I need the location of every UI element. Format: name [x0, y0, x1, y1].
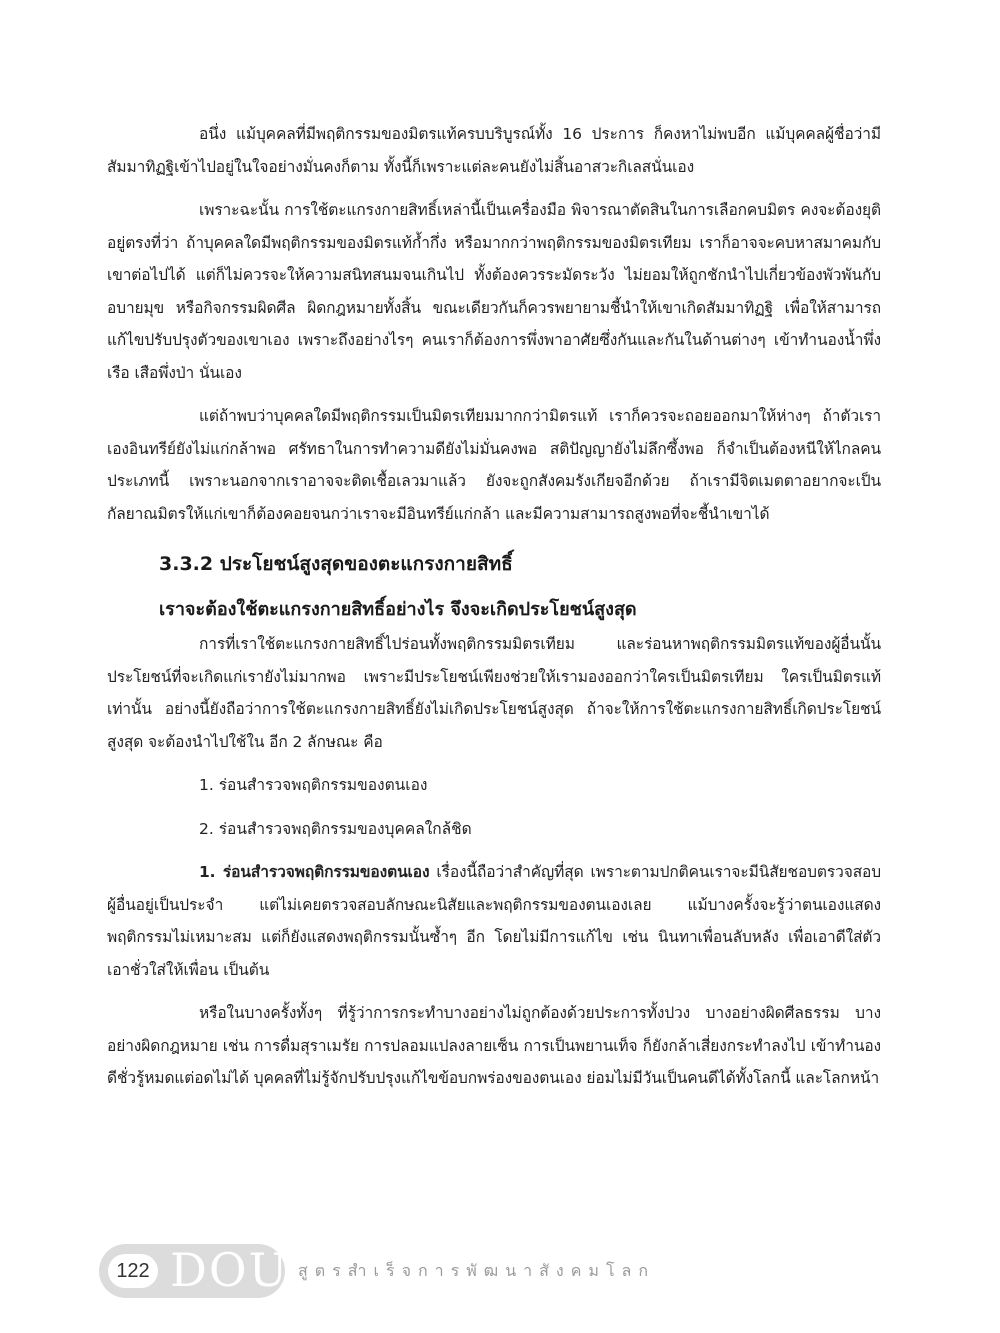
point-1-body: เรื่องนี้ถือว่าสำคัญที่สุด เพราะตามปกติคนเราจะมีนิสัยชอบตรวจสอบผู้อื่นอยู่เป็นประจำ แต่ไม่เคยตรวจสอบลักษณะนิสัยและพฤติกรรมของตนเองเลย แม้บางครั้งจะรู้ว่าตนเองแสดงพฤติกรรมไม่เหมาะสม แต่ก็ยังแสดงพฤติกรรมนั้นซ้ำๆ อีก โดยไม่มีการแก้ไข เช่น นินทาเพื่อนลับหลัง เพื่อเอาดีใส่ตัว เอาชั่วใส่ให้เพื่อน เป็นต้น — [107, 863, 881, 979]
brand-logo: DOU — [170, 1243, 290, 1297]
list-item: 2. ร่อนสำรวจพฤติกรรมของบุคคลใกล้ชิด — [199, 819, 472, 838]
sub-heading: เราจะต้องใช้ตะแกรงกายสิทธิ์อย่างไร จึงจะเกิดประโยชน์สูงสุด — [159, 599, 637, 620]
section-heading: 3.3.2 ประโยชน์สูงสุดของตะแกรงกายสิทธิ์ — [159, 553, 513, 575]
point-1-lead: 1. ร่อนสำรวจพฤติกรรมของตนเอง — [199, 863, 430, 881]
paragraph-1: อนึ่ง แม้บุคคลที่มีพฤติกรรมของมิตรแท้ครบบริบูรณ์ทั้ง 16 ประการ ก็คงหาไม่พบอีก แม้บุคคลผู้ชื่อว่ามีสัมมาทิฏฐิเข้าไปอยู่ในใจอย่างมั่นคงก็ตาม ทั้งนี้ก็เพราะแต่ละคนยังไม่สิ้นอาสวะกิเลสนั่นเอง — [107, 125, 881, 176]
point-1-paragraph — [107, 856, 881, 986]
paragraph-2: เพราะฉะนั้น การใช้ตะแกรงกายสิทธิ์เหล่านี้เป็นเครื่องมือ พิจารณาตัดสินในการเลือกคบมิตร คงจะต้องยุติอยู่ตรงที่ว่า ถ้าบุคคลใดมีพฤติกรรมของมิตรแท้ก้ำกึ่ง หรือมากกว่าพฤติกรรมของมิตรเทียม เราก็อาจจะคบหาสมาคมกับเขาต่อไปได้ แต่ก็ไม่ควรจะให้ความสนิทสนมจนเกินไป ทั้งต้องควรระมัดระวัง ไม่ยอมให้ถูกชักนำไปเกี่ยวข้องพัวพันกับอบายมุข หรือกิจกรรมผิดศีล ผิดกฎหมายทั้งสิ้น ขณะเดียวกันก็ควรพยายามชี้นำให้เขาเกิดสัมมาทิฏฐิ เพื่อให้สามารถแก้ไขปรับปรุงตัวของเขาเอง เพราะถึงอย่างไรๆ คนเราก็ต้องการพึ่งพาอาศัยซึ่งกันและกันในด้านต่างๆ เข้าทำนองน้ำพึ่งเรือ เสือพึ่งป่า นั่นเอง — [107, 201, 881, 382]
intro-paragraph: การที่เราใช้ตะแกรงกายสิทธิ์ไปร่อนทั้งพฤติกรรมมิตรเทียม และร่อนหาพฤติกรรมมิตรแท้ของผู้อื่นนั้น ประโยชน์ที่จะเกิดแก่เรายังไม่มากพอ เพราะมีประโยชน์เพียงช่วยให้เรามองออกว่าใครเป็นมิตรเทียม ใครเป็นมิตรแท้เท่านั้น อย่างนี้ยังถือว่าการใช้ตะแกรงกายสิทธิ์ยังไม่เกิดประโยชน์สูงสุด ถ้าจะให้การใช้ตะแกรงกายสิทธิ์เกิดประโยชน์สูงสุด จะต้องนำไปใช้ใน อีก 2 ลักษณะ คือ — [107, 635, 881, 751]
closing-paragraph: หรือในบางครั้งทั้งๆ ที่รู้ว่าการกระทำบางอย่างไม่ถูกต้องด้วยประการทั้งปวง บางอย่างผิดศีลธรรม บางอย่างผิดกฎหมาย เช่น การดื่มสุราเมรัย การปลอมแปลงลายเซ็น การเป็นพยานเท็จ ก็ยังกล้าเสี่ยงกระทำลงไป เข้าทำนองดีชั่วรู้หมดแต่อดไม่ได้ บุคคลที่ไม่รู้จักปรับปรุงแก้ไขข้อบกพร่องของตนเอง ย่อมไม่มีวันเป็นคนดีได้ทั้งโลกนี้ และโลกหน้า — [107, 1004, 881, 1087]
page-number: 122 — [108, 1254, 158, 1288]
page-body — [107, 118, 881, 1095]
book-title: สูตรสำเร็จการพัฒนาสังคมโลก — [298, 1261, 656, 1280]
list-item: 1. ร่อนสำรวจพฤติกรรมของตนเอง — [199, 776, 428, 794]
method-list — [107, 769, 881, 845]
paragraph-3: แต่ถ้าพบว่าบุคคลใดมีพฤติกรรมเป็นมิตรเทียมมากกว่ามิตรแท้ เราก็ควรจะถอยออกมาให้ห่างๆ ถ้าตัวเราเองอินทรีย์ยังไม่แก่กล้าพอ ศรัทธาในการทำความดียังไม่มั่นคงพอ สติปัญญายังไม่ลึกซึ้งพอ ก็จำเป็นต้องหนีให้ไกลคนประเภทนี้ เพราะนอกจากเราอาจจะติดเชื้อเลวมาแล้ว ยังจะถูกสังคมรังเกียจอีกด้วย ถ้าเรามีจิตเมตตาอยากจะเป็นกัลยาณมิตรให้แก่เขาก็ต้องคอยจนกว่าเราจะมีอินทรีย์แก่กล้า และมีความสามารถสูงพอที่จะชี้นำเขาได้ — [107, 407, 881, 523]
